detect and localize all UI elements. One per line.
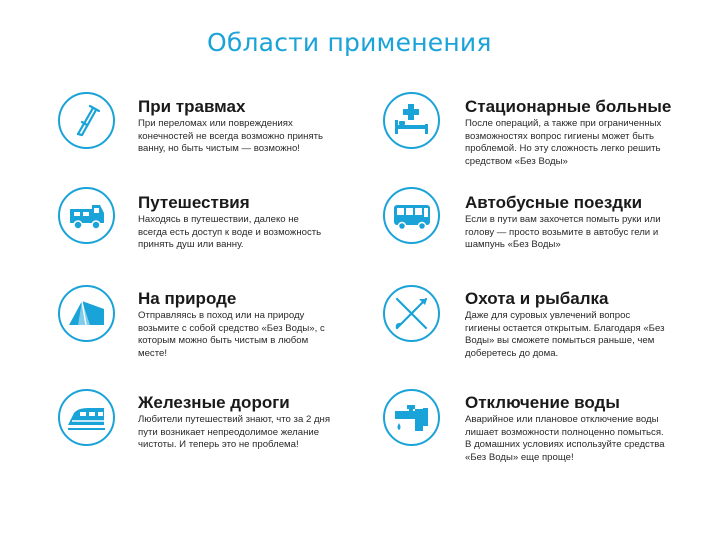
item-text: Даже для суровых увлечений вопрос гигиены остается открытым. Благодаря «Без Воды» вы сможете помыться раньше, чем доберетесь до дома. [465, 310, 665, 359]
item-title: Стационарные больные [465, 97, 672, 116]
item-title: Железные дороги [138, 393, 290, 412]
item-title: Автобусные поездки [465, 193, 643, 212]
bus-icon [383, 187, 440, 244]
train-icon [58, 389, 115, 446]
hospital-bed-icon [383, 92, 440, 149]
item-text: После операций, а также при ограниченных возможностях вопрос гигиены может быть проблемой. Но эту сложность легко решить средством «Без Воды» [465, 118, 662, 167]
tent-icon [58, 285, 115, 342]
item-title: При травмах [138, 97, 246, 116]
crutch-icon [58, 92, 115, 149]
item-title: Охота и рыбалка [465, 289, 609, 308]
water-tap-icon [383, 389, 440, 446]
item-text: Отправляясь в поход или на природу возьмите с собой средство «Без Воды», с которым можно быть чистым в любом месте! [138, 310, 325, 359]
hunting-fishing-icon [383, 285, 440, 342]
page-title: Области применения [207, 28, 492, 57]
item-text: Если в пути вам захочется помыть руки или голову — просто возьмите в автобус гели и шампунь «Без Воды» [465, 214, 661, 251]
item-title: Отключение воды [465, 393, 620, 412]
item-text: При переломах или повреждениях конечностей не всегда возможно принять ванну, но быть чистым — возможно! [138, 118, 324, 155]
item-text: Аварийное или плановое отключение воды лишает возможности полноценно помыться. В домашних условиях используйте средства «Без Воды» еще проще! [465, 414, 665, 463]
item-title: На природе [138, 289, 237, 308]
item-title: Путешествия [138, 193, 250, 212]
item-text: Любители путешествий знают, что за 2 дня пути возникает непреодолимое желание чистоты. И теперь это не проблема! [138, 414, 331, 451]
camper-van-icon [58, 187, 115, 244]
item-text: Находясь в путешествии, далеко не всегда есть доступ к воде и возможность принять душ или ванну. [138, 214, 322, 251]
